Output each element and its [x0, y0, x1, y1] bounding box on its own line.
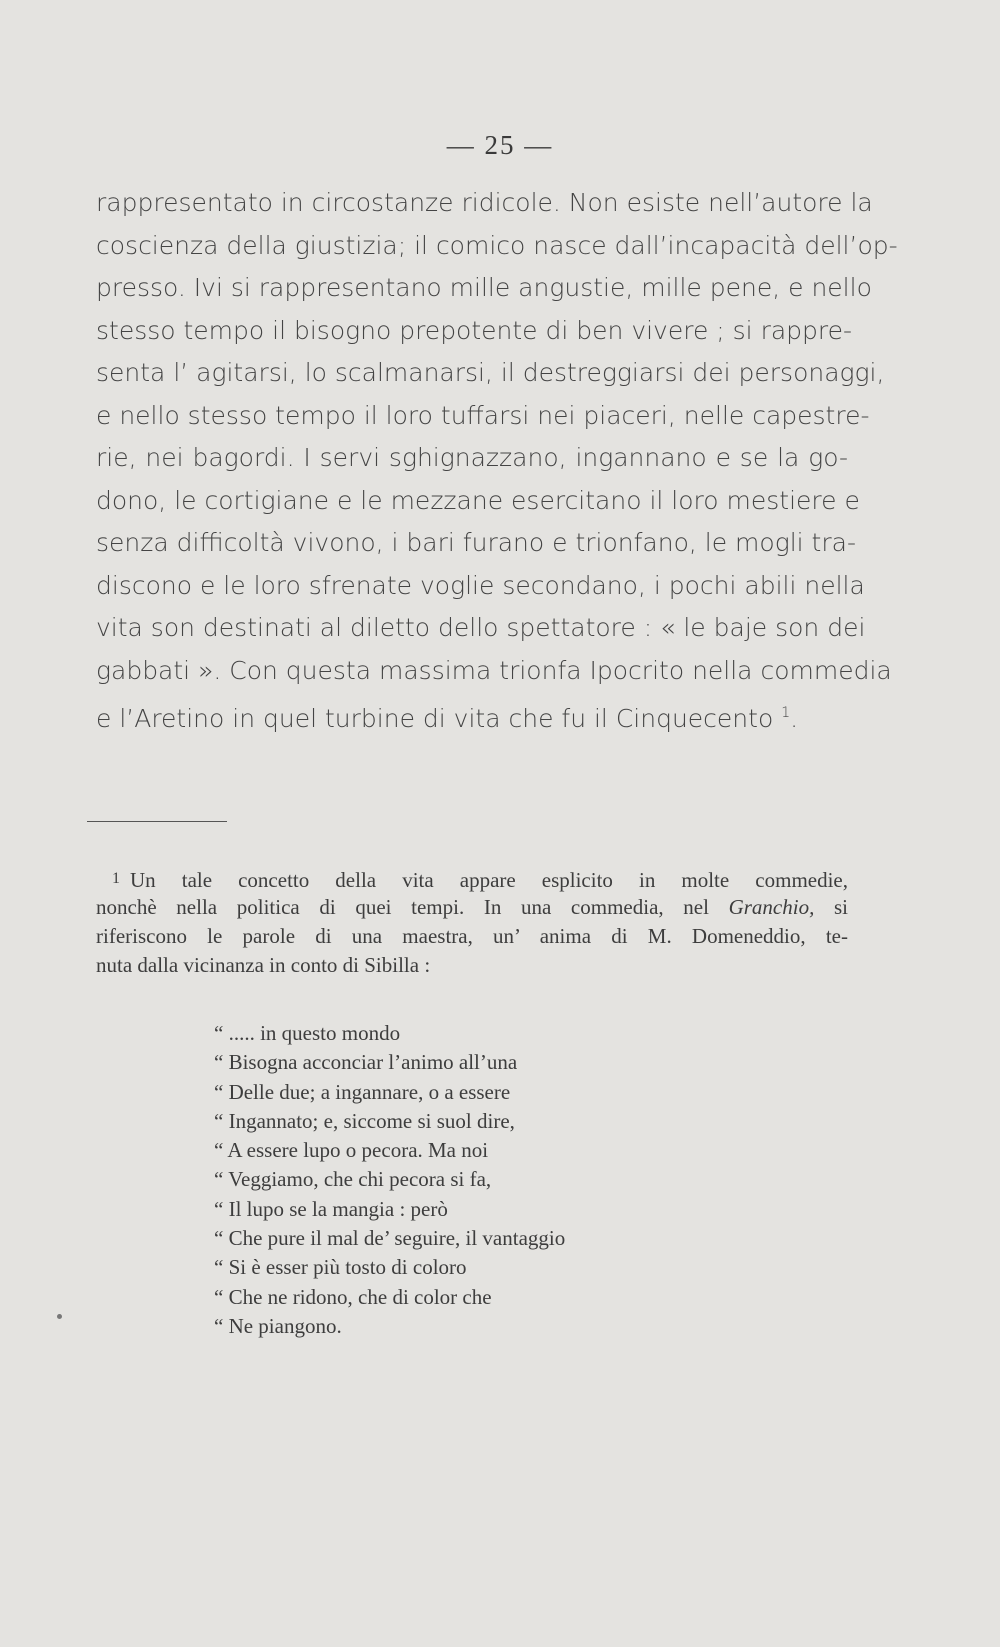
footnote-line: [96, 864, 848, 893]
verse-quotation: [214, 1019, 565, 1341]
footnote-number: 1: [112, 870, 120, 887]
body-line-last: e l’Aretino in quel turbine di vita che fu il Cinquecento $^1$.: [96, 704, 799, 733]
verse-line: “ A essere lupo o pecora. Ma noi: [214, 1138, 489, 1163]
footnote-line: riferiscono le parole di una maestra, un’ anima di M. Domeneddio, te-: [96, 924, 848, 948]
footnote-reference[interactable]: 1: [781, 705, 791, 721]
paper-speck: [57, 1314, 62, 1319]
footnote-line: [96, 893, 848, 922]
footnote: [96, 864, 848, 980]
body-line: discono e le loro sfrenate voglie secondano, i pochi abili nella: [96, 570, 865, 600]
verse-line: “ Ingannato; e, siccome si suol dire,: [214, 1108, 515, 1133]
body-line: dono, le cortigiane e le mezzane esercitano il loro mestiere e: [96, 485, 860, 515]
verse-line: “ Che ne ridono, che di color che: [214, 1284, 492, 1309]
footnote-line: nuta dalla vicinanza in conto di Sibilla :: [96, 953, 431, 977]
footnote-text: Un tale concetto della vita appare esplicito in molte commedie,: [130, 868, 848, 892]
body-line: senta l’ agitarsi, lo scalmanarsi, il destreggiarsi dei personaggi,: [96, 358, 885, 387]
verse-line: “ ..... in questo mondo: [214, 1021, 401, 1045]
footnote-separator: [87, 821, 227, 822]
verse-line: “ Bisogna acconciar l’animo all’una: [214, 1050, 518, 1075]
body-line: rie, nei bagordi. I servi sghignazzano, ingannano e se la go-: [96, 443, 848, 472]
body-line: e nello stesso tempo il loro tuffarsi nei piaceri, nelle capestre-: [96, 400, 870, 430]
body-line: presso. Ivi si rappresentano mille angustie, mille pene, e nello: [96, 273, 872, 302]
verse-line: “ Si è esser più tosto di coloro: [214, 1255, 467, 1280]
verse-line: “ Il lupo se la mangia : però: [214, 1196, 448, 1221]
work-title: Granchio,: [728, 895, 815, 919]
body-line: senza difficoltà vivono, i bari furano e trionfano, le mogli tra-: [96, 528, 856, 557]
body-last-text: e l’Aretino in quel turbine di vita che fu il Cinquecento: [96, 704, 774, 733]
main-paragraph: [96, 182, 898, 735]
body-line: coscienza della giustizia; il comico nasce dall’incapacità dell’op-: [96, 230, 898, 260]
body-line: vita son destinati al diletto dello spettatore : « le baje son dei: [96, 613, 866, 642]
body-line: rappresentato in circostanze ridicole. Non esiste nell’autore la: [96, 188, 873, 217]
verse-line: “ Delle due; a ingannare, o a essere: [214, 1079, 511, 1104]
verse-line: “ Che pure il mal de’ seguire, il vantaggio: [214, 1226, 566, 1251]
page-number: — 25 —: [446, 130, 554, 160]
body-line: stesso tempo il bisogno prepotente di ben vivere ; si rappre-: [96, 315, 853, 345]
body-line: gabbati ». Con questa massima trionfa Ipocrito nella commedia: [96, 655, 892, 685]
footnote-text: nonchè nella politica di quei tempi. In una commedia, nel: [96, 895, 729, 919]
verse-line: “ Ne piangono.: [214, 1313, 342, 1338]
verse-line: “ Veggiamo, che chi pecora si fa,: [214, 1167, 492, 1192]
footnote-text: si: [814, 895, 848, 919]
